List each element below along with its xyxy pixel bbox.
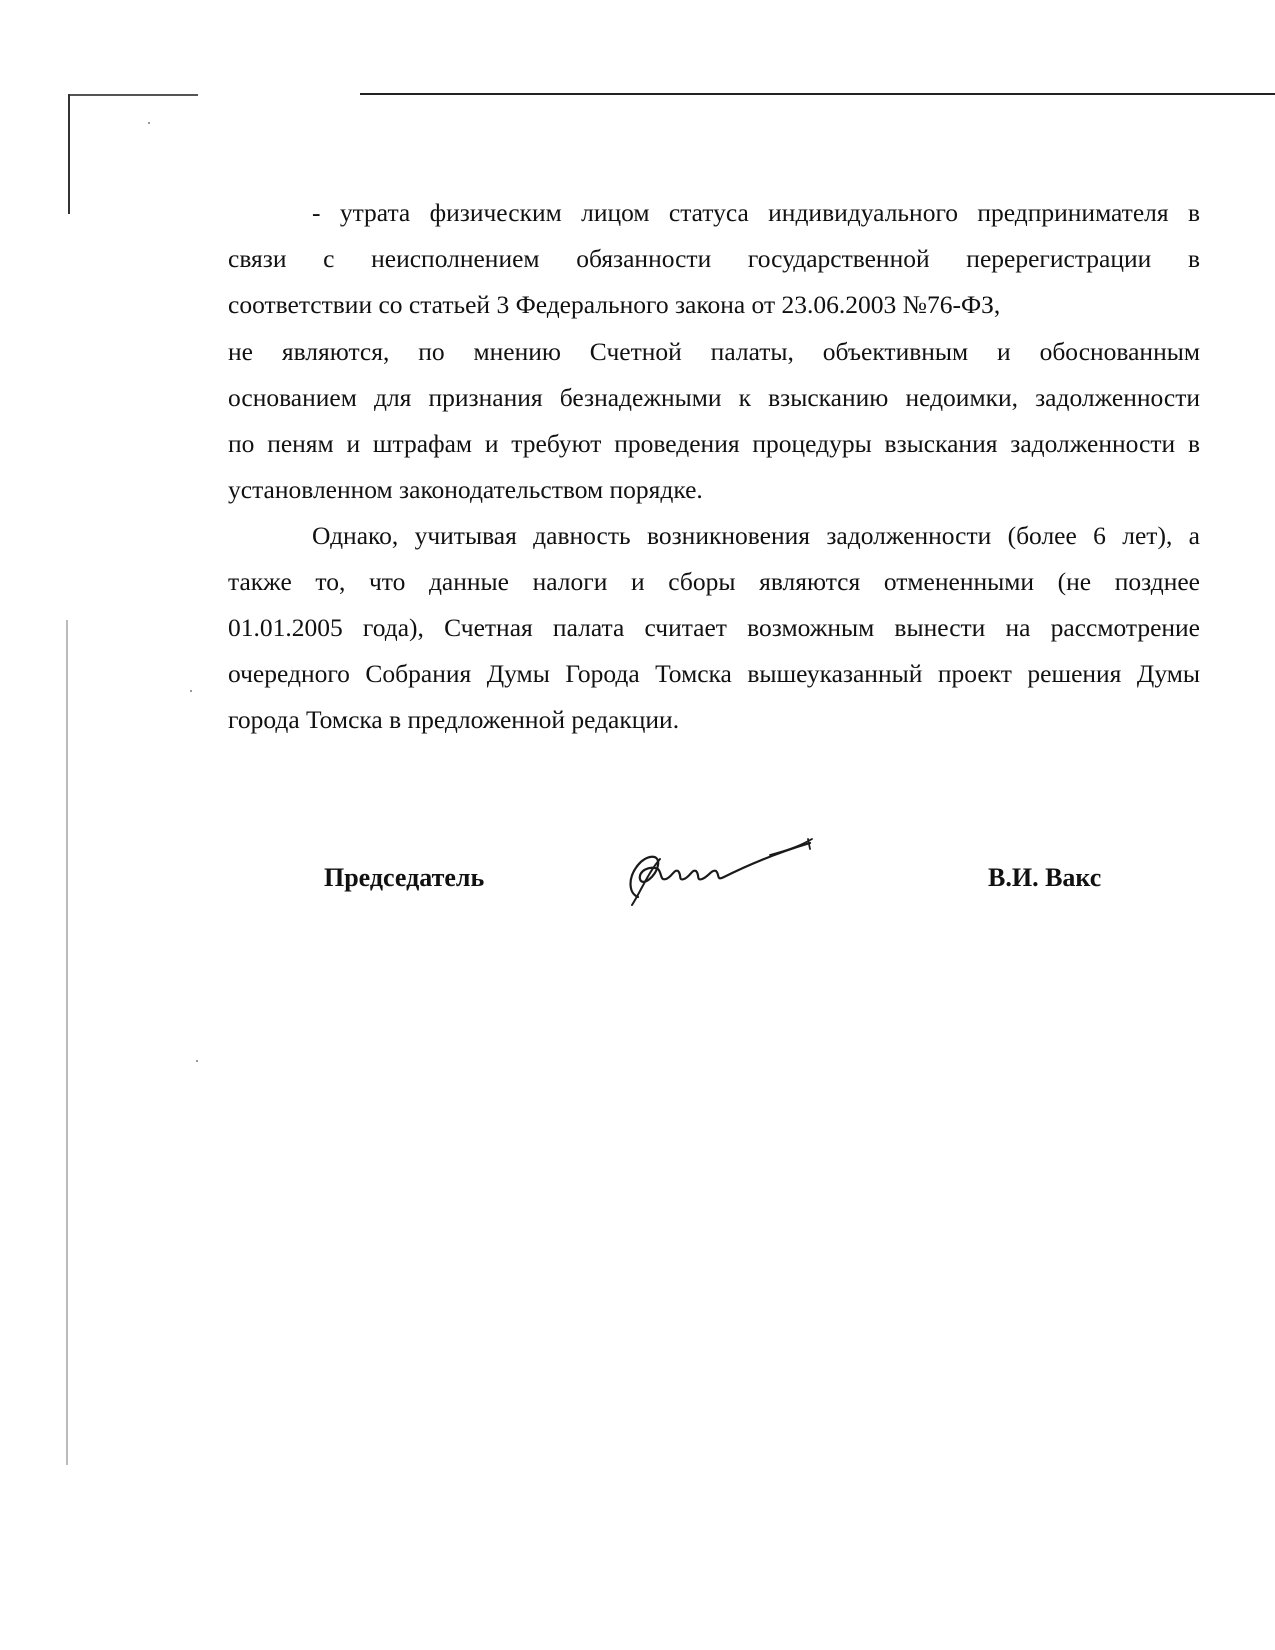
scan-border-top-left — [68, 94, 198, 96]
text-line: 01.01.2005 года), Счетная палата считает возможным вынести на рассмотрение — [228, 613, 1200, 642]
text-line: по пеням и штрафам и требуют проведения процедуры взыскания задолженности в — [228, 429, 1200, 458]
paragraph-status-loss — [228, 190, 1200, 328]
scan-border-left-upper — [68, 94, 70, 214]
text-line: связи с неисполнением обязанности государственной перерегистрации в — [228, 244, 1200, 273]
text-line: Однако, учитывая давность возникновения задолженности (более 6 лет), а — [312, 521, 1200, 550]
scan-speck — [190, 690, 192, 692]
paragraph-recommendation — [228, 513, 1200, 743]
text-line: очередного Собрания Думы Города Томска вышеуказанный проект решения Думы — [228, 659, 1200, 688]
text-line: установленном законодательством порядке. — [228, 475, 703, 504]
signatory-name: В.И. Вакс — [988, 863, 1102, 892]
text-line: - утрата физическим лицом статуса индивидуального предпринимателя в — [312, 198, 1200, 227]
text-line: основанием для признания безнадежными к взысканию недоимки, задолженности — [228, 383, 1200, 412]
text-line: соответствии со статьей 3 Федерального закона от 23.06.2003 №76-ФЗ, — [228, 290, 1001, 319]
scan-border-top-right — [360, 93, 1275, 95]
scan-border-left-lower — [66, 620, 68, 1465]
signatory-title: Председатель — [324, 863, 485, 892]
handwritten-signature — [620, 825, 820, 915]
text-line: также то, что данные налоги и сборы являются отмененными (не позднее — [228, 567, 1200, 596]
text-line: города Томска в предложенной редакции. — [228, 705, 680, 734]
scan-speck — [196, 1060, 198, 1062]
text-line: не являются, по мнению Счетной палаты, объективным и обоснованным — [228, 337, 1200, 366]
paragraph-conclusion — [228, 329, 1200, 513]
scan-speck — [148, 122, 150, 124]
